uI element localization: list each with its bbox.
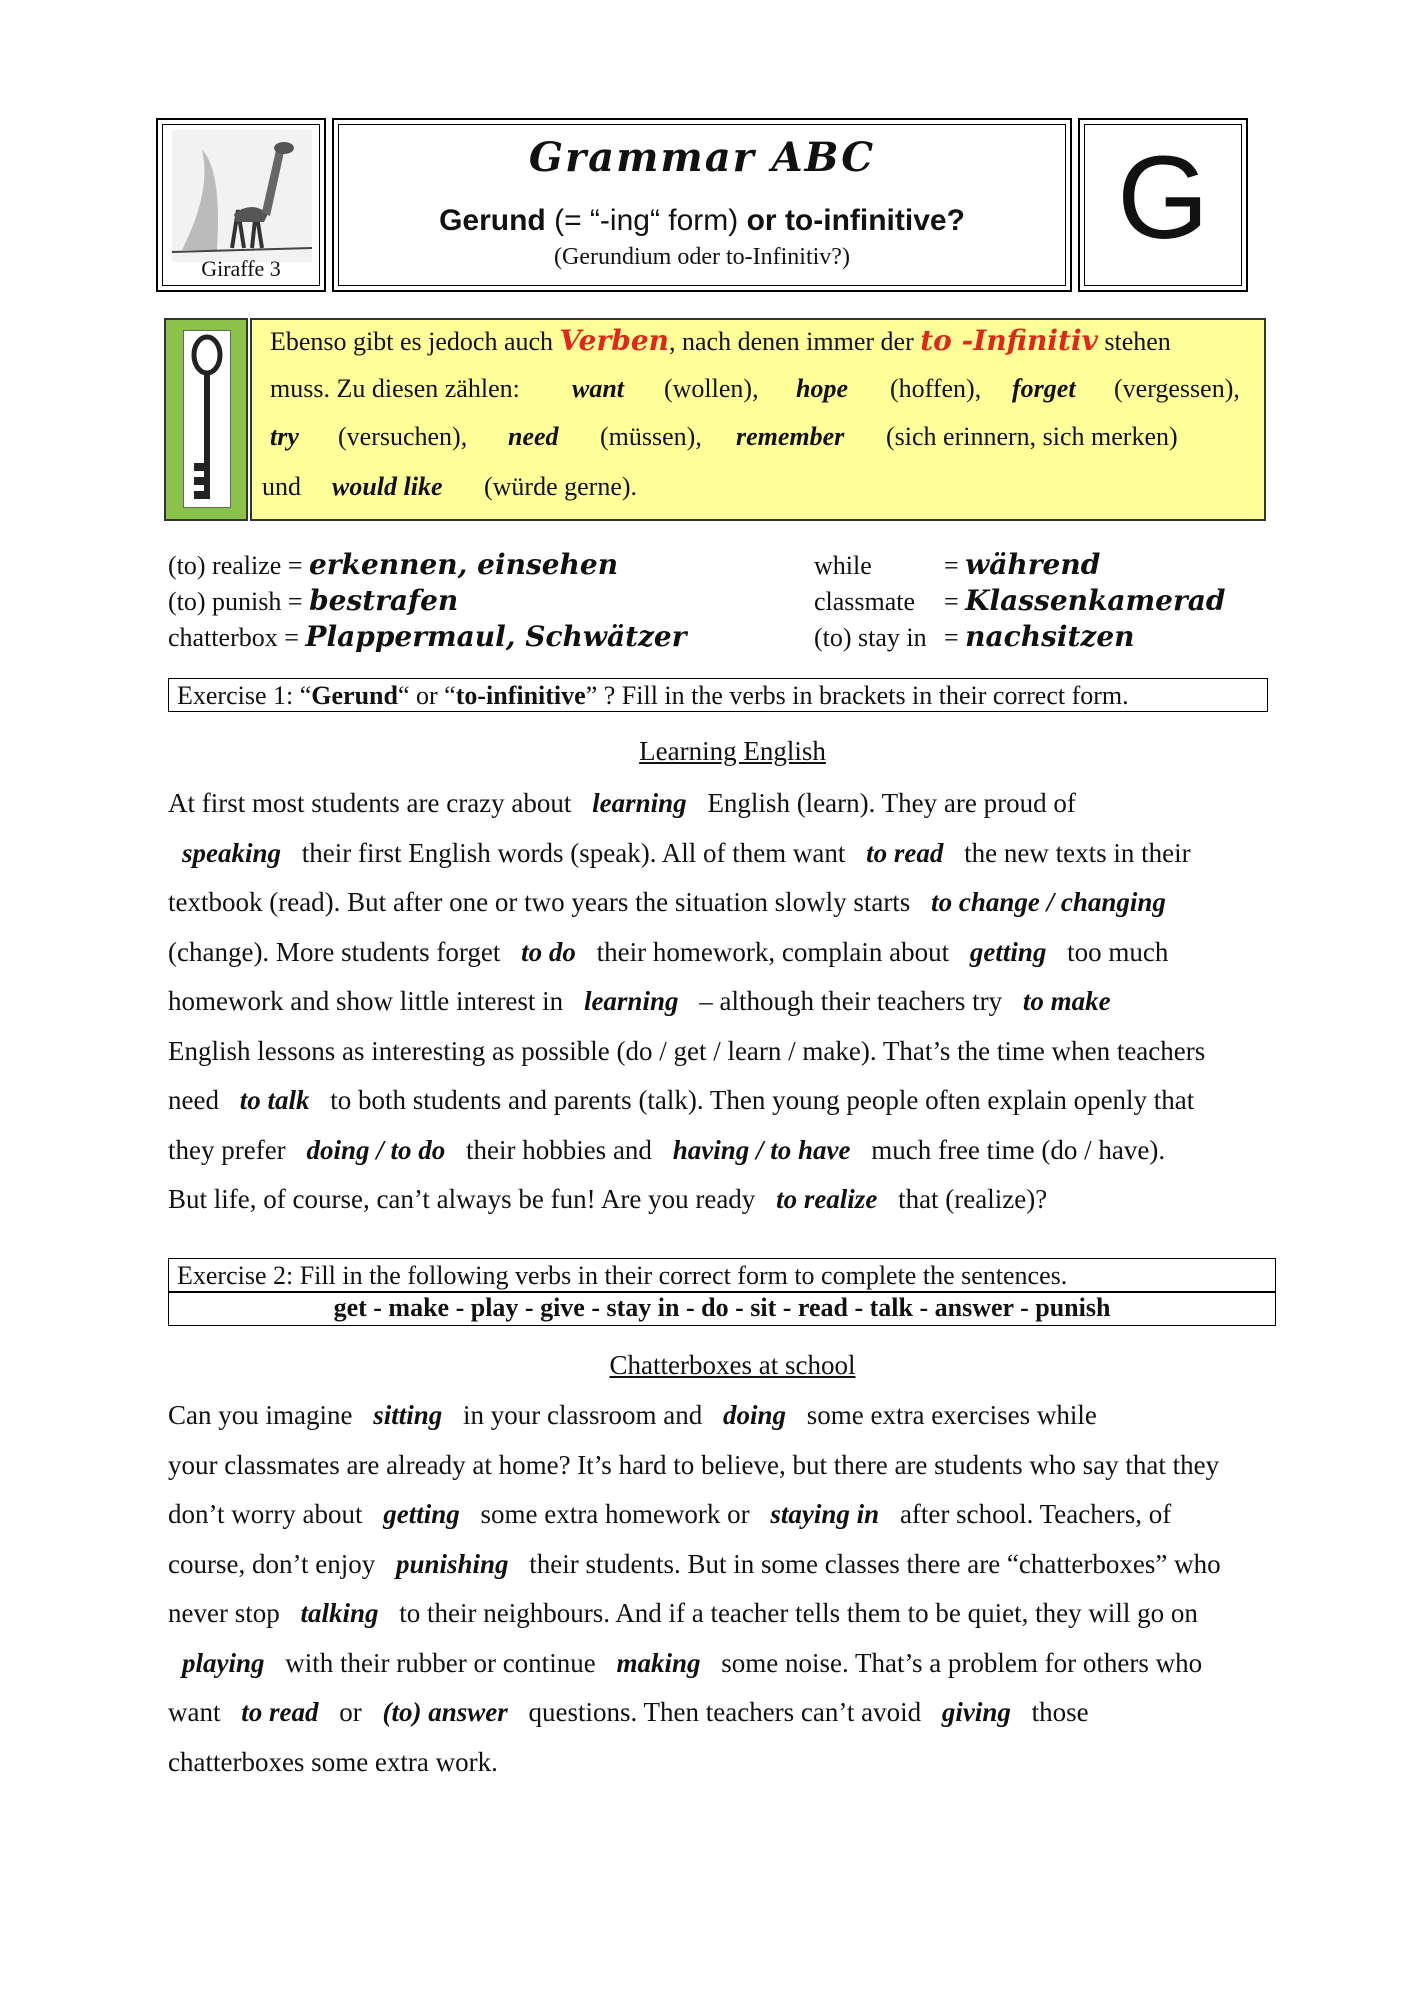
text-segment: At first most students are crazy about: [168, 788, 579, 818]
keyword-remember-de: (sich erinnern, sich merken): [886, 422, 1178, 451]
section-letter: G: [1117, 132, 1209, 264]
vocab-left-3: chatterbox = Plappermaul, Schwätzer: [168, 620, 687, 653]
text-segment: Can you imagine: [168, 1400, 360, 1430]
text-segment: to their neighbours. And if a teacher tells them to be quiet, they will go on: [392, 1598, 1198, 1628]
ex2-line-6: [168, 1648, 1202, 1679]
key-icon: [183, 330, 231, 508]
vocab-right-1: while = während: [814, 548, 1101, 581]
keyword-would-like: would like: [332, 472, 443, 501]
text-segment: (change). More students forget: [168, 936, 508, 967]
ex1-line-9: [168, 1184, 1047, 1215]
keyword-want: want: [572, 374, 625, 403]
answer-filled: learning: [592, 788, 687, 818]
answer-filled: sitting: [373, 1400, 443, 1430]
ex2-line-4: [168, 1549, 1221, 1580]
ex1-line-8: [168, 1135, 1165, 1166]
answer-filled: doing / to do: [306, 1134, 446, 1165]
ex2-line-7: [168, 1697, 1089, 1728]
text-segment: some noise. That’s a problem for others who: [714, 1647, 1203, 1678]
exercise-2-header: Exercise 2: Fill in the following verbs in their correct form to complete the sentences.: [168, 1258, 1276, 1292]
text-segment: in your classroom and: [456, 1400, 709, 1430]
exercise-2-verbs: get - make - play - give - stay in - do - sit - read - talk - answer - punish: [168, 1292, 1276, 1326]
giraffe-caption: Giraffe 3: [201, 256, 281, 281]
answer-filled: getting: [969, 936, 1047, 967]
vocab-left-1: (to) realize = erkennen, einsehen: [168, 548, 619, 581]
answer-filled: to read: [241, 1697, 319, 1727]
text-segment: after school. Teachers, of: [893, 1499, 1172, 1529]
page-subtitle: Gerund (= “-ing“ form) or to-infinitive?: [439, 204, 965, 237]
text-segment: their students. But in some classes there are “chatterboxes” who: [522, 1548, 1221, 1579]
page-title: Grammar ABC: [528, 134, 876, 181]
text-segment: their first English words (speak). All of them want: [295, 837, 853, 868]
keyword-forget-de: (vergessen),: [1114, 374, 1240, 403]
keyword-want-de: (wollen),: [664, 374, 759, 403]
exercise-1-title: Learning English: [639, 736, 826, 766]
answer-filled: to read: [866, 837, 944, 868]
text-segment: English lessons as interesting as possible (do / get / learn / make). That’s the time when teachers: [168, 1035, 1206, 1066]
answer-filled: giving: [941, 1697, 1011, 1727]
text-segment: – although their teachers try: [692, 986, 1009, 1016]
text-segment: don’t worry about: [168, 1499, 370, 1529]
answer-filled: to realize: [776, 1184, 878, 1214]
ex1-line-1: [168, 788, 1076, 819]
keyword-need-de: (müssen),: [600, 422, 702, 451]
text-segment: that (realize)?: [891, 1184, 1048, 1214]
keyword-remember: remember: [736, 422, 845, 451]
text-segment: those: [1024, 1697, 1089, 1727]
answer-filled: to talk: [239, 1085, 310, 1115]
ex2-line-8: [168, 1747, 498, 1778]
key-icon-box: [164, 318, 248, 521]
text-segment: some extra homework or: [473, 1499, 757, 1529]
text-segment: they prefer: [168, 1134, 293, 1165]
ex1-line-3: [168, 887, 1180, 918]
keyword-need: need: [508, 422, 559, 451]
ex1-line-6: [168, 1036, 1205, 1067]
ex2-line-5: [168, 1598, 1198, 1629]
text-segment: too much: [1060, 936, 1169, 967]
text-segment: your classmates are already at home? It’s hard to believe, but there are students who say that they: [168, 1449, 1220, 1480]
text-segment: textbook (read). But after one or two years the situation slowly starts: [168, 887, 918, 917]
text-segment: their homework, complain about: [589, 936, 956, 967]
exercise-2-title: Chatterboxes at school: [609, 1350, 856, 1380]
ex1-line-4: [168, 937, 1168, 968]
text-segment: want: [168, 1697, 228, 1727]
ex2-line-1: [168, 1400, 1097, 1431]
text-segment: their hobbies and: [459, 1134, 659, 1165]
answer-filled: (to) answer: [382, 1697, 508, 1727]
answer-filled: speaking: [182, 837, 282, 868]
ex1-line-5: [168, 986, 1125, 1017]
answer-filled: to do: [521, 936, 576, 967]
text-segment: with their rubber or continue: [278, 1647, 603, 1678]
giraffe-illustration: [172, 130, 312, 262]
keyword-try: try: [270, 422, 299, 451]
ex2-line-3: [168, 1499, 1171, 1530]
answer-filled: to make: [1022, 986, 1111, 1016]
exercise-1-header: Exercise 1: “Gerund“ or “to-infinitive” ? Fill in the verbs in brackets in their correct form.: [168, 678, 1268, 712]
answer-filled: getting: [383, 1499, 460, 1529]
giraffe-logo-box: [156, 118, 326, 292]
text-segment: never stop: [168, 1598, 287, 1628]
keyword-try-de: (versuchen),: [338, 422, 468, 451]
answer-filled: talking: [300, 1598, 379, 1628]
letter-box: [1078, 118, 1248, 292]
text-segment: much free time (do / have).: [864, 1134, 1166, 1165]
answer-filled: doing: [722, 1400, 786, 1430]
answer-filled: having / to have: [672, 1134, 851, 1165]
title-box: [332, 118, 1072, 292]
answer-filled: playing: [182, 1647, 265, 1678]
answer-filled: to change / changing: [931, 887, 1166, 917]
text-segment: English (learn). They are proud of: [700, 788, 1076, 818]
info-line-1: Ebenso gibt es jedoch auch Verben, nach denen immer der to -Infinitiv stehen: [270, 324, 1171, 357]
vocab-right-2: classmate = Klassenkamerad: [814, 584, 1226, 617]
text-segment: need: [168, 1085, 226, 1115]
text-segment: course, don’t enjoy: [168, 1548, 382, 1579]
text-segment: chatterboxes some extra work.: [168, 1746, 498, 1777]
info-line-2: muss. Zu diesen zählen:: [270, 374, 520, 403]
answer-filled: learning: [583, 986, 679, 1016]
answer-filled: punishing: [395, 1548, 509, 1579]
text-segment: to both students and parents (talk). Then young people often explain openly that: [323, 1085, 1195, 1115]
keyword-would-like-de: (würde gerne).: [484, 472, 638, 501]
text-segment: the new texts in their: [957, 837, 1191, 868]
text-segment: some extra exercises while: [799, 1400, 1097, 1430]
keyword-hope-de: (hoffen),: [890, 374, 982, 403]
text-segment: questions. Then teachers can’t avoid: [521, 1697, 928, 1727]
answer-filled: staying in: [770, 1499, 880, 1529]
keyword-hope: hope: [796, 374, 848, 403]
ex1-line-2: [168, 838, 1191, 869]
ex1-line-7: [168, 1085, 1194, 1116]
vocab-left-2: (to) punish = bestrafen: [168, 584, 459, 617]
info-und: und: [262, 472, 301, 501]
text-segment: homework and show little interest in: [168, 986, 570, 1016]
grammar-info-box: [250, 318, 1266, 521]
keyword-forget: forget: [1012, 374, 1076, 403]
page-subtitle-german: (Gerundium oder to-Infinitiv?): [554, 244, 850, 270]
ex2-line-2: [168, 1450, 1219, 1481]
answer-filled: making: [616, 1647, 701, 1678]
text-segment: But life, of course, can’t always be fun! Are you ready: [168, 1184, 763, 1214]
text-segment: or: [332, 1697, 369, 1727]
vocab-right-3: (to) stay in = nachsitzen: [814, 620, 1135, 653]
